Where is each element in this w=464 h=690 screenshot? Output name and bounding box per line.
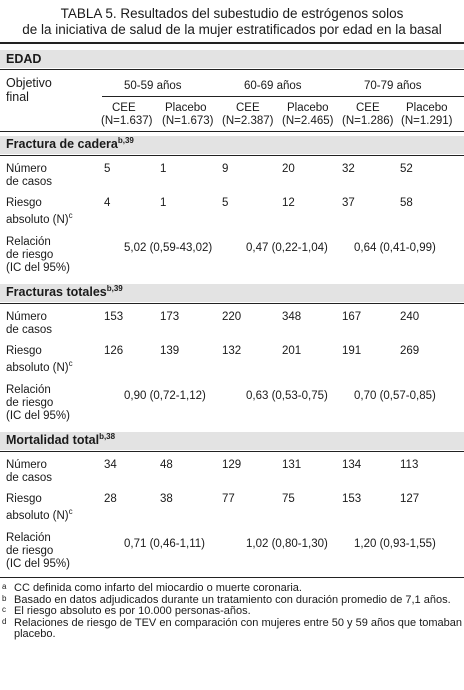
- header-rule: [0, 131, 464, 132]
- row-label-numero: de casos: [6, 324, 53, 336]
- cell-riesgo: 201: [282, 345, 302, 357]
- cell-numero: 1: [160, 163, 167, 175]
- table-title: [0, 6, 464, 38]
- cell-relacion: 0,63 (0,53-0,75): [246, 390, 328, 402]
- row-label-riesgo: Riesgo: [6, 197, 42, 209]
- cell-numero: 348: [282, 311, 302, 323]
- cell-riesgo: 12: [282, 197, 295, 209]
- cell-riesgo: 191: [342, 345, 362, 357]
- footnote-mark: a: [2, 582, 7, 591]
- cell-relacion: 1,20 (0,93-1,55): [354, 538, 436, 550]
- cell-riesgo: 139: [160, 345, 180, 357]
- section-rule: [0, 303, 464, 304]
- section-title-sup: b,39: [117, 135, 134, 145]
- cell-numero: 48: [160, 459, 173, 471]
- cell-numero: 20: [282, 163, 295, 175]
- row-label-relacion: Relación: [6, 236, 51, 248]
- row-label-relacion: (IC del 95%): [6, 410, 70, 422]
- arm-n: (N=2.465): [282, 115, 334, 127]
- cell-numero: 167: [342, 311, 362, 323]
- row-label-riesgo-sup: c: [68, 359, 73, 368]
- cell-numero: 173: [160, 311, 180, 323]
- section-title-text: Fracturas totales: [6, 285, 107, 299]
- cell-numero: 134: [342, 459, 362, 471]
- cell-numero: 153: [104, 311, 124, 323]
- row-label-riesgo: [6, 358, 73, 374]
- arm-n: (N=2.387): [222, 115, 274, 127]
- group-underline: [102, 96, 464, 97]
- group-header-60-69: 60-69 años: [244, 80, 302, 92]
- arm-name: Placebo: [165, 102, 207, 114]
- cell-numero: 240: [400, 311, 420, 323]
- footnote-mark: c: [2, 605, 6, 614]
- cell-riesgo: 37: [342, 197, 355, 209]
- row-label-riesgo-sup: c: [68, 507, 73, 516]
- arm-n: (N=1.673): [162, 115, 214, 127]
- section-title: [6, 431, 116, 447]
- row-label-numero: Número: [6, 163, 47, 175]
- cell-numero: 9: [222, 163, 229, 175]
- cell-riesgo: 127: [400, 493, 420, 505]
- group-header-50-59: 50-59 años: [124, 80, 182, 92]
- section-title-text: Fractura de cadera: [6, 137, 118, 151]
- cell-riesgo: 269: [400, 345, 420, 357]
- row-label-relacion: de riesgo: [6, 249, 54, 261]
- cell-numero: 52: [400, 163, 413, 175]
- section-title: [6, 135, 134, 151]
- section-title-sup: b,38: [99, 431, 116, 441]
- cell-riesgo: 4: [104, 197, 111, 209]
- cell-relacion: 0,90 (0,72-1,12): [124, 390, 206, 402]
- title-line-1: TABLA 5. Resultados del subestudio de estrógenos solos: [60, 6, 404, 21]
- edad-rule: [0, 69, 464, 70]
- cell-relacion: 1,02 (0,80-1,30): [246, 538, 328, 550]
- row-label-relacion: (IC del 95%): [6, 558, 70, 570]
- edad-label: EDAD: [6, 52, 42, 66]
- cell-riesgo: 5: [222, 197, 229, 209]
- section-title: [6, 283, 123, 299]
- arm-name: CEE: [356, 102, 380, 114]
- row-label-riesgo: Riesgo: [6, 493, 42, 505]
- arm-n: (N=1.291): [401, 115, 453, 127]
- row-label-relacion: (IC del 95%): [6, 262, 70, 274]
- cell-relacion: 0,47 (0,22-1,04): [246, 242, 328, 254]
- footnote-text: Relaciones de riesgo de TEV en comparación con mujeres entre 50 y 59 años que tomaban placebo.: [14, 616, 463, 640]
- section-rule: [0, 451, 464, 452]
- arm-name: Placebo: [406, 102, 448, 114]
- footnote-text: CC definida como infarto del miocardio o muerte coronaria.: [14, 582, 302, 594]
- row-label-riesgo: [6, 210, 73, 226]
- row-label-riesgo-text: absoluto (N): [6, 509, 69, 522]
- cell-numero: 32: [342, 163, 355, 175]
- section-title-sup: b,39: [106, 283, 123, 293]
- footnote-text: El riesgo absoluto es por 10.000 personas-años.: [14, 605, 251, 617]
- row-label-riesgo: [6, 506, 73, 522]
- section-rule: [0, 155, 464, 156]
- group-header-70-79: 70-79 años: [364, 80, 422, 92]
- cell-riesgo: 38: [160, 493, 173, 505]
- row-label-numero: Número: [6, 459, 47, 471]
- cell-riesgo: 153: [342, 493, 362, 505]
- cell-riesgo: 28: [104, 493, 117, 505]
- cell-numero: 5: [104, 163, 111, 175]
- section-title-text: Mortalidad total: [6, 433, 100, 447]
- top-rule: [0, 42, 464, 44]
- footnote: [0, 618, 464, 641]
- footnote-mark: b: [2, 593, 7, 603]
- arm-n: (N=1.286): [342, 115, 394, 127]
- cell-riesgo: 126: [104, 345, 124, 357]
- cell-numero: 113: [400, 459, 419, 471]
- objetivo-label-2: final: [6, 90, 29, 104]
- title-line-2: de la iniciativa de salud de la mujer estratificados por edad en la basal: [22, 22, 442, 37]
- cell-riesgo: 132: [222, 345, 242, 357]
- row-label-numero: de casos: [6, 472, 53, 484]
- arm-name: CEE: [112, 102, 136, 114]
- arm-name: CEE: [236, 102, 260, 114]
- row-label-relacion: de riesgo: [6, 545, 54, 557]
- footnote-mark: d: [2, 616, 7, 626]
- cell-riesgo: 75: [282, 493, 295, 505]
- cell-riesgo: 77: [222, 493, 235, 505]
- cell-numero: 34: [104, 459, 117, 471]
- objetivo-label-1: Objetivo: [6, 76, 52, 90]
- bottom-rule: [0, 577, 464, 578]
- cell-numero: 129: [222, 459, 242, 471]
- row-label-relacion: de riesgo: [6, 397, 54, 409]
- row-label-numero: Número: [6, 311, 47, 323]
- footnote-text: Basado en datos adjudicados durante un tratamiento con duración promedio de 7,1 años.: [14, 593, 451, 606]
- cell-numero: 220: [222, 311, 242, 323]
- arm-n: (N=1.637): [101, 115, 153, 127]
- cell-relacion: 0,70 (0,57-0,85): [354, 390, 436, 402]
- row-label-numero: de casos: [6, 176, 53, 188]
- cell-relacion: 5,02 (0,59-43,02): [124, 242, 213, 254]
- row-label-riesgo-text: absoluto (N): [6, 213, 69, 226]
- footnotes: [0, 583, 464, 641]
- row-label-riesgo-text: absoluto (N): [6, 361, 69, 374]
- cell-riesgo: 1: [160, 197, 167, 209]
- edad-band: [0, 50, 464, 68]
- cell-relacion: 0,71 (0,46-1,11): [124, 538, 205, 550]
- row-label-relacion: Relación: [6, 532, 51, 544]
- cell-numero: 131: [282, 459, 302, 471]
- row-label-riesgo-sup: c: [68, 211, 73, 220]
- row-label-relacion: Relación: [6, 384, 51, 396]
- cell-riesgo: 58: [400, 197, 413, 209]
- cell-relacion: 0,64 (0,41-0,99): [354, 242, 436, 254]
- arm-name: Placebo: [287, 102, 329, 114]
- row-label-riesgo: Riesgo: [6, 345, 42, 357]
